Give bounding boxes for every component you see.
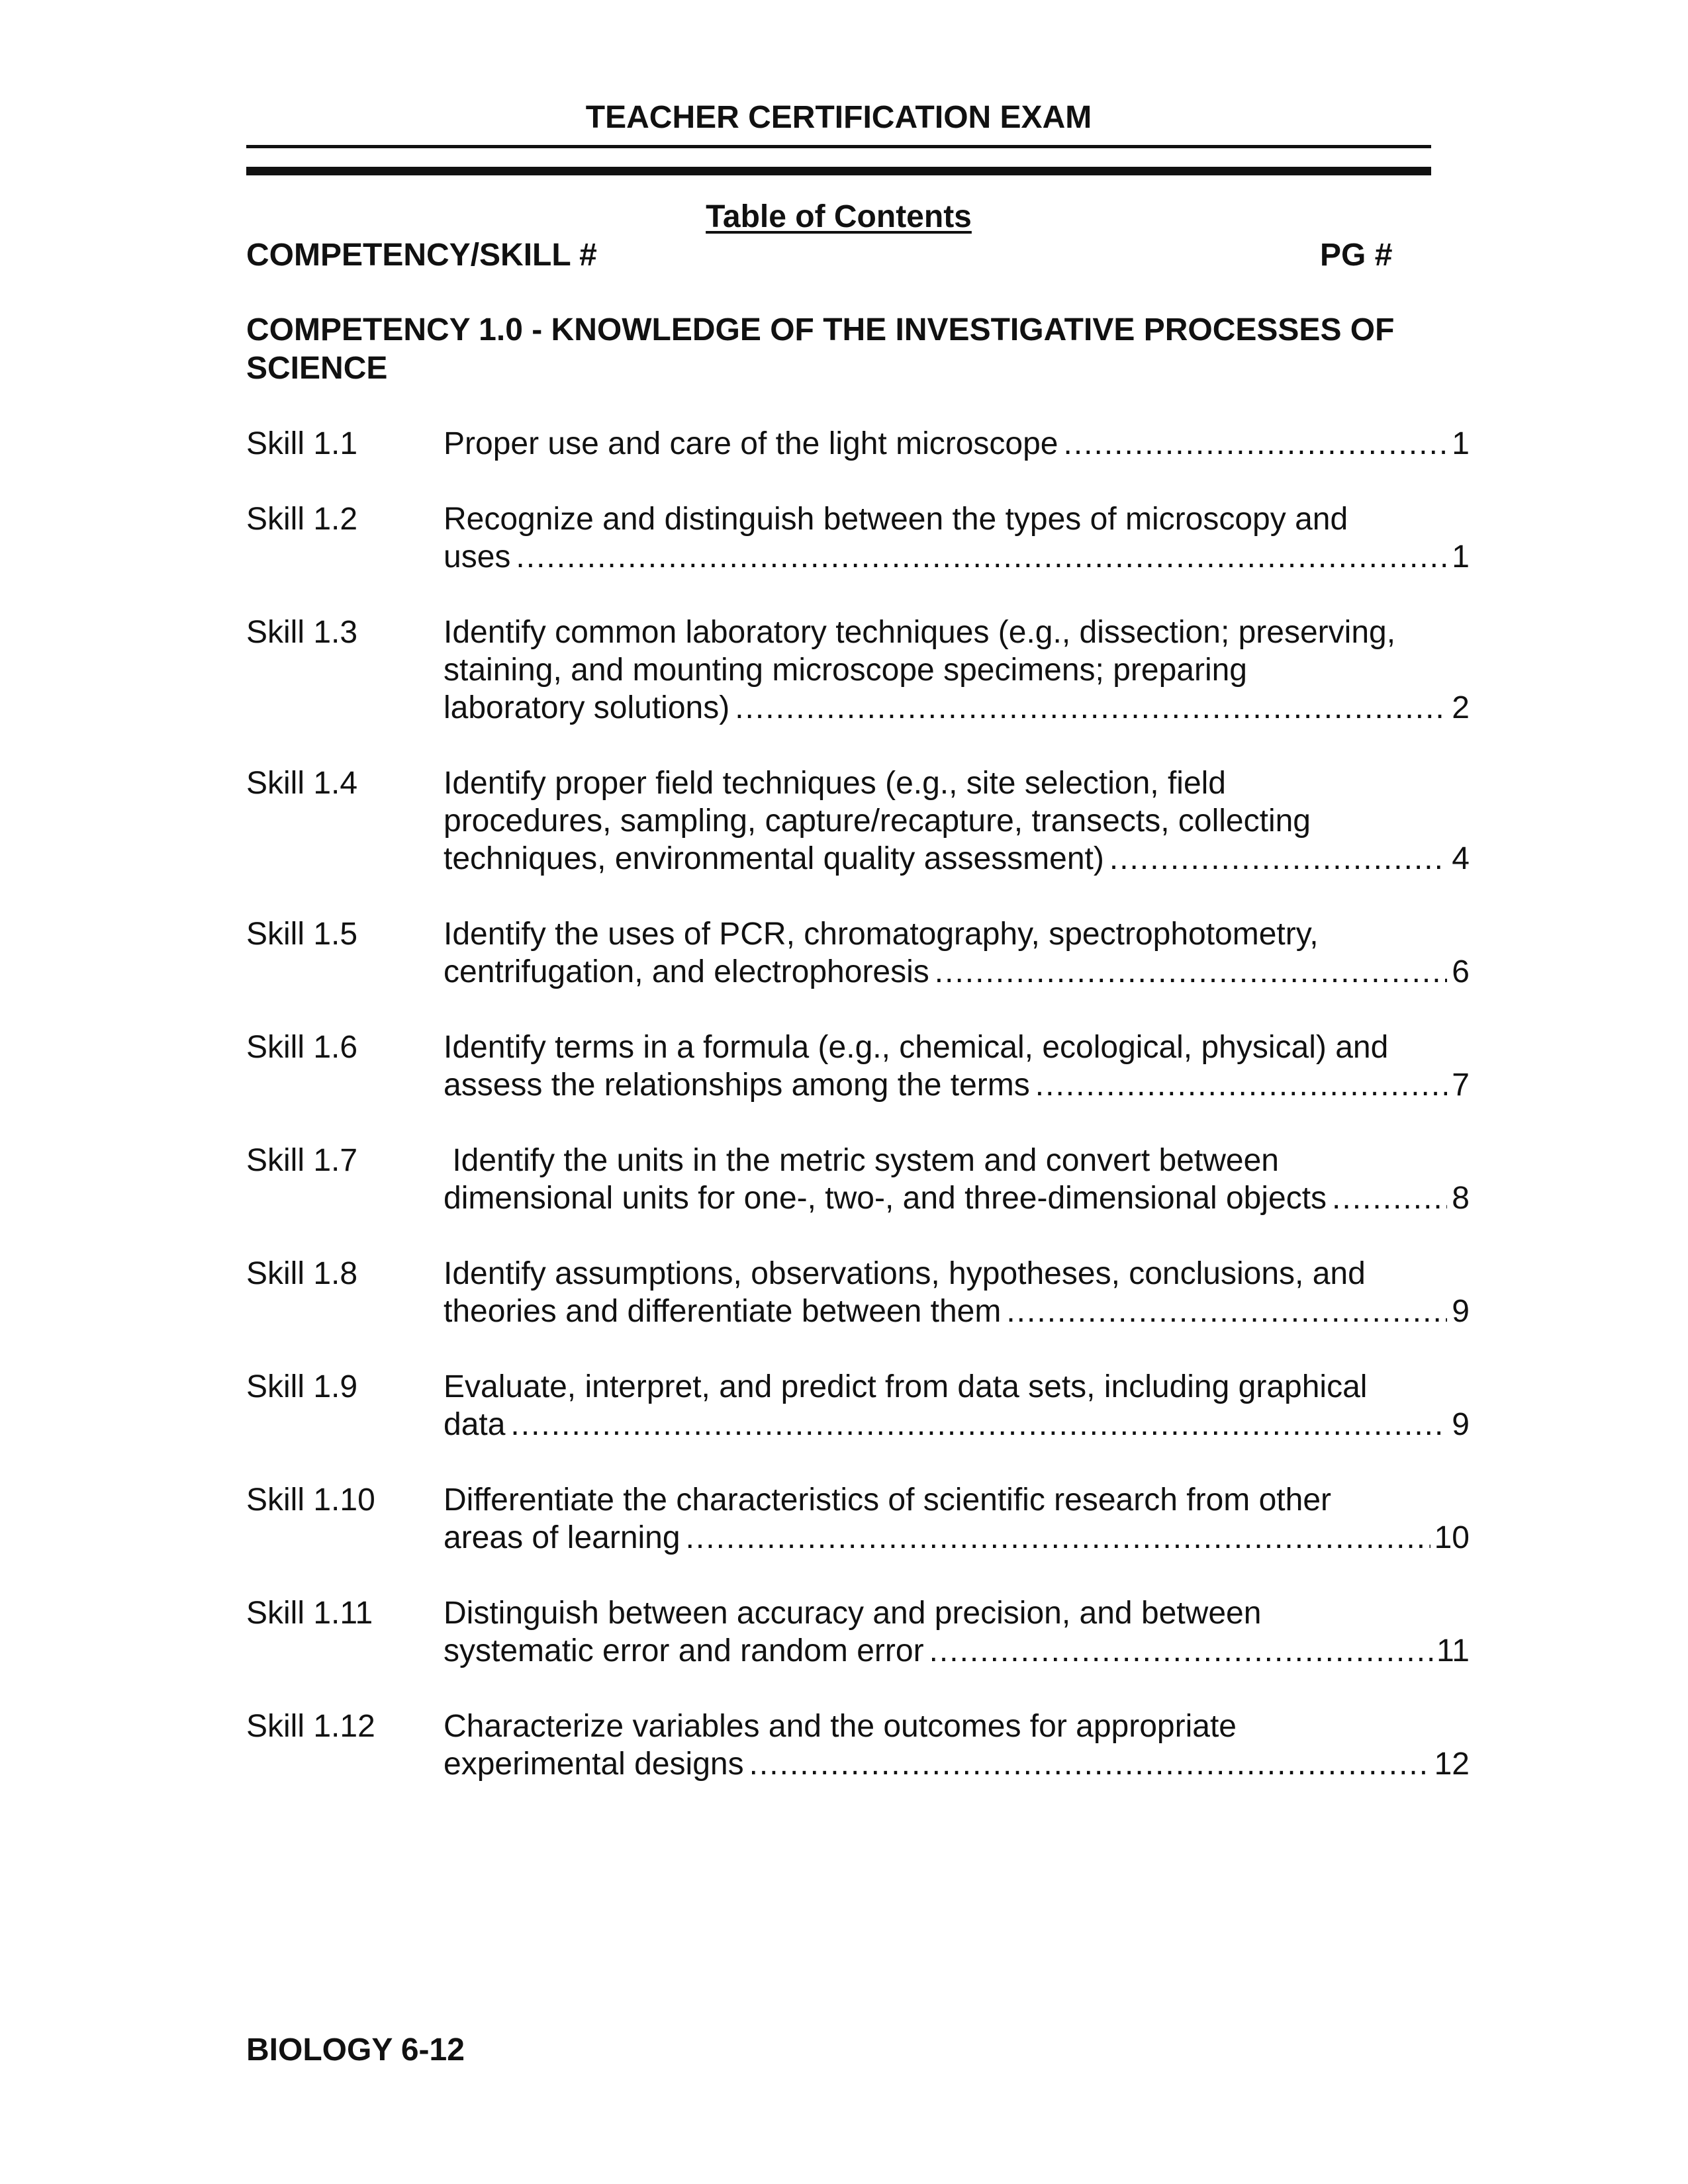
skill-number: Skill 1.10 [246, 1482, 375, 1518]
page-number[interactable]: 2 [1452, 690, 1470, 725]
skill-description [444, 1255, 1470, 1330]
competency-heading: COMPETENCY 1.0 - KNOWLEDGE OF THE INVESTIGATIVE PROCESSES OF SCIENCE [246, 312, 1395, 386]
skill-description-line: uses [444, 539, 511, 574]
skill-description [444, 1368, 1470, 1443]
toc-title: Table of Contents [706, 199, 972, 234]
dot-leader [1006, 1293, 1447, 1330]
skill-description-line: staining, and mounting microscope specimens; preparing [444, 653, 1247, 688]
skill-number: Skill 1.4 [246, 766, 358, 801]
skill-description-line: Identify assumptions, observations, hypotheses, conclusions, and [444, 1256, 1366, 1291]
skill-description-line: centrifugation, and electrophoresis [444, 954, 929, 989]
skill-description-line: Recognize and distinguish between the types of microscopy and [444, 502, 1348, 537]
skill-description [444, 915, 1470, 991]
toc-entry[interactable] [246, 425, 1470, 463]
page-number[interactable]: 11 [1436, 1633, 1470, 1668]
header-rule-thick [246, 167, 1431, 175]
skill-description-line: Identify the units in the metric system and convert between [444, 1143, 1279, 1178]
toc-entry[interactable] [246, 1594, 1470, 1670]
dot-leader [1332, 1179, 1447, 1217]
toc-entry[interactable] [246, 1707, 1470, 1783]
skill-description-line: dimensional units for one-, two-, and three-dimensional objects [444, 1181, 1327, 1216]
column-header-skill: COMPETENCY/SKILL # [246, 238, 597, 273]
skill-description-last-line [444, 425, 1470, 463]
page-number[interactable]: 10 [1434, 1520, 1470, 1555]
skill-number: Skill 1.7 [246, 1143, 358, 1178]
toc-entry[interactable] [246, 915, 1470, 991]
skill-description-line: laboratory solutions) [444, 690, 730, 725]
skill-description-last-line [444, 1745, 1470, 1783]
skill-number: Skill 1.9 [246, 1369, 358, 1404]
skill-description-last-line [444, 953, 1470, 991]
skill-description-last-line [444, 1066, 1470, 1104]
toc-entry[interactable] [246, 500, 1470, 576]
skill-description-line: Identify terms in a formula (e.g., chemical, ecological, physical) and [444, 1030, 1389, 1065]
skill-description-last-line [444, 689, 1470, 727]
exam-header-title: TEACHER CERTIFICATION EXAM [585, 100, 1092, 135]
skill-description-line: assess the relationships among the terms [444, 1068, 1030, 1103]
skill-description-line: Evaluate, interpret, and predict from data sets, including graphical [444, 1369, 1368, 1404]
page-number[interactable]: 9 [1452, 1407, 1470, 1442]
dot-leader [935, 953, 1447, 991]
skill-description-line: experimental designs [444, 1747, 744, 1782]
dot-leader [929, 1632, 1433, 1670]
skill-description-last-line [444, 538, 1470, 576]
skill-description-line: Identify common laboratory techniques (e.g., dissection; preserving, [444, 615, 1396, 650]
skill-description-last-line [444, 1293, 1470, 1330]
skill-description-line: theories and differentiate between them [444, 1294, 1002, 1329]
toc-entry[interactable] [246, 1255, 1470, 1330]
toc-entry[interactable] [246, 1368, 1470, 1443]
toc-entry[interactable] [246, 764, 1470, 878]
dot-leader [735, 689, 1447, 727]
skill-description [444, 1707, 1470, 1783]
skill-description-line: Distinguish between accuracy and precision, and between [444, 1596, 1262, 1631]
page-number[interactable]: 1 [1452, 426, 1470, 461]
dot-leader [1035, 1066, 1447, 1104]
skill-description [444, 500, 1470, 576]
skill-number: Skill 1.12 [246, 1709, 375, 1744]
skill-number: Skill 1.8 [246, 1256, 358, 1291]
page-number[interactable]: 4 [1452, 841, 1470, 876]
dot-leader [1064, 425, 1448, 463]
skill-description-last-line [444, 1406, 1470, 1443]
skill-description [444, 1481, 1470, 1557]
document-page [246, 0, 1470, 2184]
skill-description-line: techniques, environmental quality assessment) [444, 841, 1104, 876]
page-number[interactable]: 6 [1452, 954, 1470, 989]
skill-description-line: Proper use and care of the light microscope [444, 426, 1058, 461]
page-number[interactable]: 12 [1434, 1747, 1470, 1782]
page-number[interactable]: 9 [1452, 1294, 1470, 1329]
skill-description [444, 1594, 1470, 1670]
toc-entry[interactable] [246, 1142, 1470, 1217]
header-rule-thin [246, 145, 1431, 148]
footer-subject: BIOLOGY 6-12 [246, 2032, 465, 2068]
skill-description-last-line [444, 840, 1470, 878]
page-number[interactable]: 8 [1452, 1181, 1470, 1216]
skill-description-line: Characterize variables and the outcomes for appropriate [444, 1709, 1237, 1744]
dot-leader [749, 1745, 1430, 1783]
skill-description-line: procedures, sampling, capture/recapture, transects, collecting [444, 803, 1311, 839]
page-number[interactable]: 7 [1452, 1068, 1470, 1103]
skill-number: Skill 1.6 [246, 1030, 358, 1065]
toc-entry[interactable] [246, 614, 1470, 727]
skill-description-last-line [444, 1632, 1470, 1670]
skill-number: Skill 1.2 [246, 502, 358, 537]
toc-entry[interactable] [246, 1481, 1470, 1557]
skill-description-line: areas of learning [444, 1520, 680, 1555]
skill-description-last-line [444, 1179, 1470, 1217]
dot-leader [686, 1519, 1430, 1557]
skill-description-line: Identify the uses of PCR, chromatography, spectrophotometry, [444, 917, 1319, 952]
skill-description [444, 1142, 1470, 1217]
skill-description-line: systematic error and random error [444, 1633, 924, 1668]
skill-description-last-line [444, 1519, 1470, 1557]
skill-description [444, 764, 1470, 878]
page-number[interactable]: 1 [1452, 539, 1470, 574]
toc-entry[interactable] [246, 1028, 1470, 1104]
skill-description [444, 614, 1470, 727]
column-header-page: PG # [1320, 238, 1393, 273]
skills-list [246, 425, 1470, 1821]
dot-leader [510, 1406, 1447, 1443]
skill-number: Skill 1.5 [246, 917, 358, 952]
dot-leader [1109, 840, 1447, 878]
skill-number: Skill 1.3 [246, 615, 358, 650]
skill-description [444, 425, 1470, 463]
skill-description [444, 1028, 1470, 1104]
skill-description-line: data [444, 1407, 506, 1442]
dot-leader [516, 538, 1447, 576]
skill-description-line: Differentiate the characteristics of scientific research from other [444, 1482, 1331, 1518]
skill-number: Skill 1.1 [246, 426, 358, 461]
skill-number: Skill 1.11 [246, 1596, 373, 1631]
skill-description-line: Identify proper field techniques (e.g., site selection, field [444, 766, 1226, 801]
